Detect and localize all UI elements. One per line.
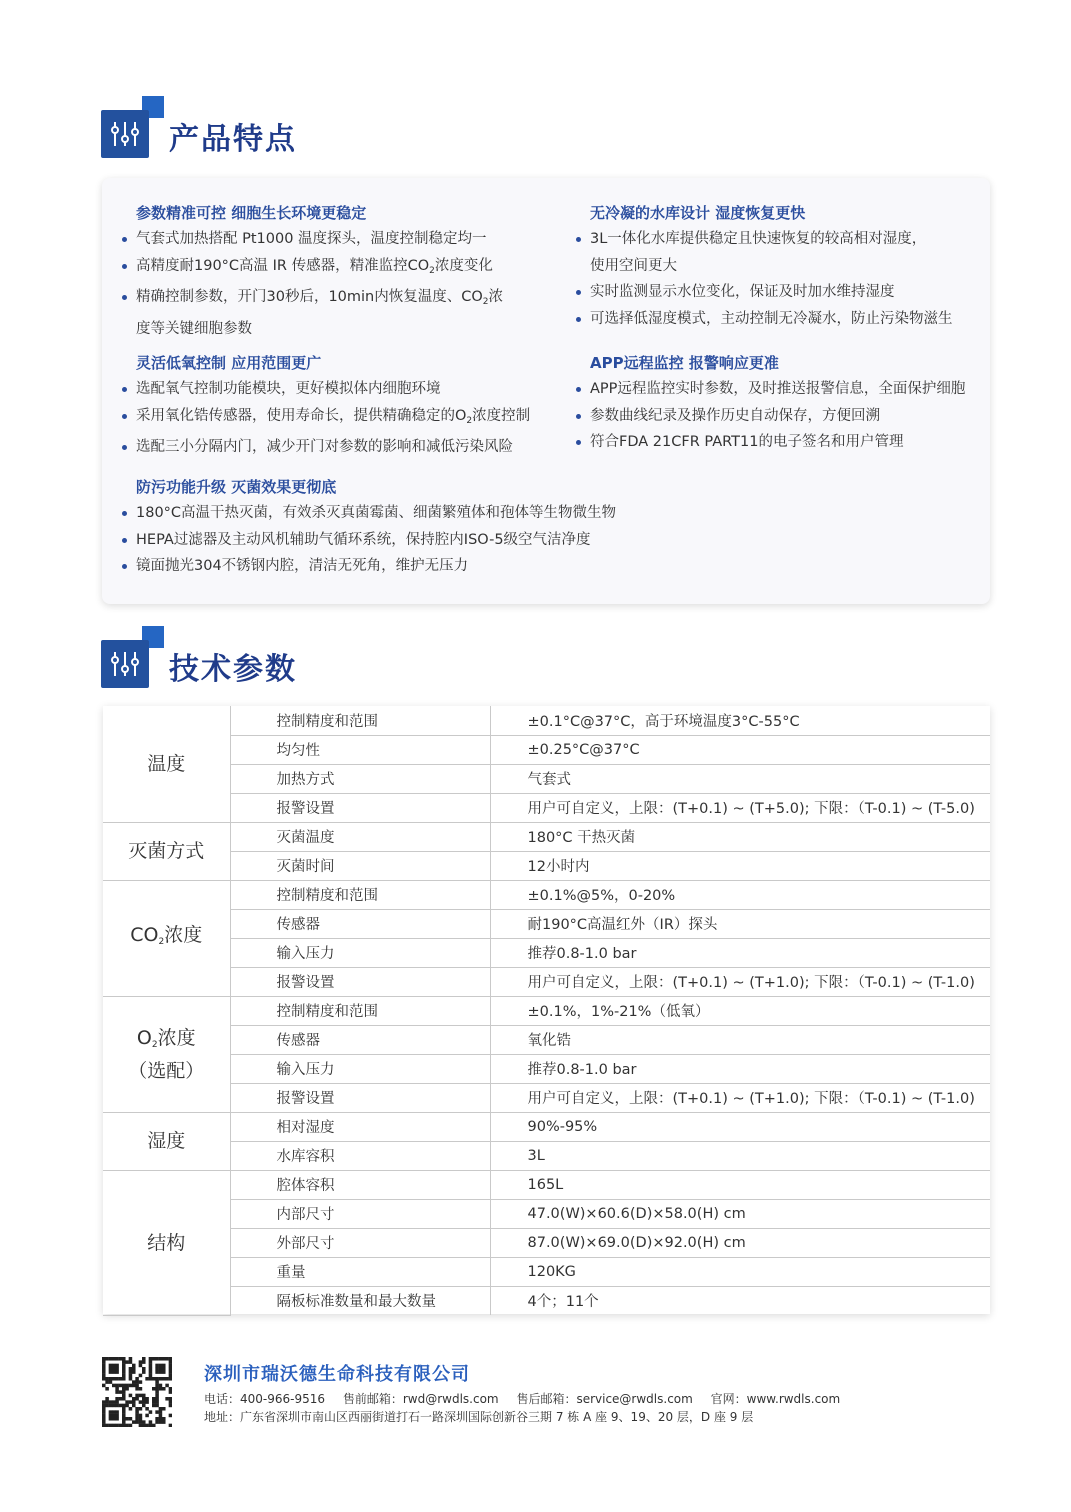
param-value: 耐190°C高温红外（IR）探头	[490, 909, 990, 938]
list-item: 3L一体化水库提供稳定且快速恢复的较高相对湿度，	[556, 226, 953, 253]
list-item: 采用氧化锆传感器，使用寿命长，提供精确稳定的$O_2$浓度控制	[102, 403, 530, 435]
features-card	[102, 178, 990, 604]
param-name: 均匀性	[230, 735, 490, 764]
param-value: 3L	[490, 1141, 990, 1170]
features-heading	[101, 96, 501, 162]
table-row	[103, 1112, 990, 1141]
sliders-icon	[101, 640, 149, 688]
sales-email: 售前邮箱：rwd@rwdls.com	[342, 1392, 499, 1406]
param-name: 传感器	[230, 1025, 490, 1054]
sliders-icon	[101, 110, 149, 158]
table-row	[103, 938, 990, 967]
table-row	[103, 996, 990, 1025]
feature-block	[102, 200, 503, 342]
param-category: $CO_2$浓度	[103, 880, 230, 996]
param-value: 47.0(W)×60.6(D)×58.0(H) cm	[490, 1199, 990, 1228]
param-name: 控制精度和范围	[230, 880, 490, 909]
param-value: ±0.25°C@37°C	[490, 735, 990, 764]
params-table	[103, 706, 990, 1316]
param-value: 推荐0.8-1.0 bar	[490, 938, 990, 967]
feature-list	[556, 376, 965, 456]
param-name: 重量	[230, 1257, 490, 1286]
param-name: 灭菌温度	[230, 822, 490, 851]
table-row	[103, 1257, 990, 1286]
params-heading	[101, 626, 501, 692]
param-name: 水库容积	[230, 1141, 490, 1170]
table-row	[103, 1025, 990, 1054]
param-value: ±0.1%，1%-21%（低氧）	[490, 996, 990, 1025]
service-email: 售后邮箱：service@rwdls.com	[516, 1392, 693, 1406]
param-name: 报警设置	[230, 967, 490, 996]
feature-list	[102, 500, 616, 580]
table-row	[103, 1286, 990, 1315]
param-value: 180°C 干热灭菌	[490, 822, 990, 851]
param-name: 隔板标准数量和最大数量	[230, 1286, 490, 1315]
param-category: $O_2$浓度 （选配）	[103, 996, 230, 1112]
param-name: 相对湿度	[230, 1112, 490, 1141]
param-value: 用户可自定义，上限：(T+0.1) ~ (T+5.0); 下限：（T-0.1) ~ (T-5.0)	[490, 793, 990, 822]
table-row	[103, 1199, 990, 1228]
list-item: 选配氧气控制功能模块，更好模拟体内细胞环境	[102, 376, 530, 403]
param-value: ±0.1%@5%，0-20%	[490, 880, 990, 909]
list-item: APP远程监控实时参数，及时推送报警信息，全面保护细胞	[556, 376, 965, 403]
feature-title: 灵活低氧控制 应用范围更广	[136, 354, 322, 372]
list-item: 高精度耐190°C高温 IR 传感器，精准监控$CO_2$浓度变化	[102, 253, 503, 285]
params-title: 技术参数	[169, 652, 297, 687]
feature-block	[556, 200, 953, 332]
param-value: 12小时内	[490, 851, 990, 880]
table-row	[103, 851, 990, 880]
list-item: 镜面抛光304不锈钢内腔，清洁无死角，维护无压力	[102, 553, 616, 580]
feature-block	[102, 474, 616, 580]
param-name: 控制精度和范围	[230, 996, 490, 1025]
contact-info	[204, 1390, 854, 1426]
table-row	[103, 706, 990, 735]
table-row	[103, 764, 990, 793]
list-item: 精确控制参数，开门30秒后，10min内恢复温度、$CO_2$浓	[102, 284, 503, 316]
table-row	[103, 1141, 990, 1170]
param-value: ±0.1°C@37°C，高于环境温度3°C-55°C	[490, 706, 990, 735]
feature-title: 无冷凝的水库设计 湿度恢复更快	[590, 204, 806, 222]
list-item: 180°C高温干热灭菌，有效杀灭真菌霉菌、细菌繁殖体和孢体等生物微生物	[102, 500, 616, 527]
param-value: 氧化锆	[490, 1025, 990, 1054]
param-value: 推荐0.8-1.0 bar	[490, 1054, 990, 1083]
param-value: 165L	[490, 1170, 990, 1199]
table-row	[103, 880, 990, 909]
param-value: 87.0(W)×69.0(D)×92.0(H) cm	[490, 1228, 990, 1257]
table-row	[103, 1170, 990, 1199]
company-name: 深圳市瑞沃德生命科技有限公司	[204, 1364, 470, 1385]
param-name: 腔体容积	[230, 1170, 490, 1199]
list-item: 符合FDA 21CFR PART11的电子签名和用户管理	[556, 429, 965, 456]
table-row	[103, 1228, 990, 1257]
list-item: 参数曲线纪录及操作历史自动保存，方便回溯	[556, 403, 965, 430]
feature-title: APP远程监控 报警响应更准	[590, 354, 779, 372]
website: 官网：www.rwdls.com	[710, 1392, 841, 1406]
feature-list	[102, 226, 503, 342]
param-name: 报警设置	[230, 793, 490, 822]
param-name: 传感器	[230, 909, 490, 938]
param-value: 用户可自定义，上限：(T+0.1) ~ (T+1.0); 下限：（T-0.1) ~ (T-1.0)	[490, 1083, 990, 1112]
address: 地址：广东省深圳市南山区西丽街道打石一路深圳国际创新谷三期 7 栋 A 座 9、19、20 层，D 座 9 层	[204, 1410, 754, 1424]
list-item: 度等关键细胞参数	[136, 320, 252, 337]
list-item: 选配三小分隔内门，减少开门对参数的影响和减低污染风险	[102, 434, 530, 461]
param-value: 气套式	[490, 764, 990, 793]
phone: 电话：400-966-9516	[204, 1392, 326, 1406]
param-value: 90%-95%	[490, 1112, 990, 1141]
list-item: 实时监测显示水位变化，保证及时加水维持湿度	[556, 279, 953, 306]
table-row	[103, 1054, 990, 1083]
params-table-wrap	[103, 706, 990, 1314]
table-row	[103, 793, 990, 822]
table-row	[103, 967, 990, 996]
list-item: 气套式加热搭配 Pt1000 温度探头，温度控制稳定均一	[102, 226, 503, 253]
param-name: 加热方式	[230, 764, 490, 793]
feature-title: 参数精准可控 细胞生长环境更稳定	[136, 204, 367, 222]
features-title: 产品特点	[169, 122, 297, 157]
list-item: HEPA过滤器及主动风机辅助气循环系统，保持腔内ISO-5级空气洁净度	[102, 527, 616, 554]
qr-code-icon	[102, 1357, 172, 1427]
param-name: 输入压力	[230, 1054, 490, 1083]
param-name: 报警设置	[230, 1083, 490, 1112]
param-name: 控制精度和范围	[230, 706, 490, 735]
param-name: 输入压力	[230, 938, 490, 967]
table-row	[103, 1083, 990, 1112]
feature-title: 防污功能升级 灭菌效果更彻底	[136, 478, 337, 496]
param-category: 灭菌方式	[103, 822, 230, 880]
param-value: 120KG	[490, 1257, 990, 1286]
list-item: 可选择低湿度模式，主动控制无冷凝水，防止污染物滋生	[556, 306, 953, 333]
param-category: 温度	[103, 706, 230, 822]
param-name: 外部尺寸	[230, 1228, 490, 1257]
feature-list	[556, 226, 953, 332]
param-value: 4个；11个	[490, 1286, 990, 1315]
param-category: 湿度	[103, 1112, 230, 1170]
table-row	[103, 909, 990, 938]
feature-list	[102, 376, 530, 461]
feature-block	[102, 350, 530, 461]
table-row	[103, 735, 990, 764]
param-name: 灭菌时间	[230, 851, 490, 880]
list-item: 使用空间更大	[590, 257, 677, 274]
feature-block	[556, 350, 965, 456]
table-row	[103, 822, 990, 851]
param-category: 结构	[103, 1170, 230, 1315]
param-value: 用户可自定义，上限：(T+0.1) ~ (T+1.0); 下限：（T-0.1) ~ (T-1.0)	[490, 967, 990, 996]
param-name: 内部尺寸	[230, 1199, 490, 1228]
